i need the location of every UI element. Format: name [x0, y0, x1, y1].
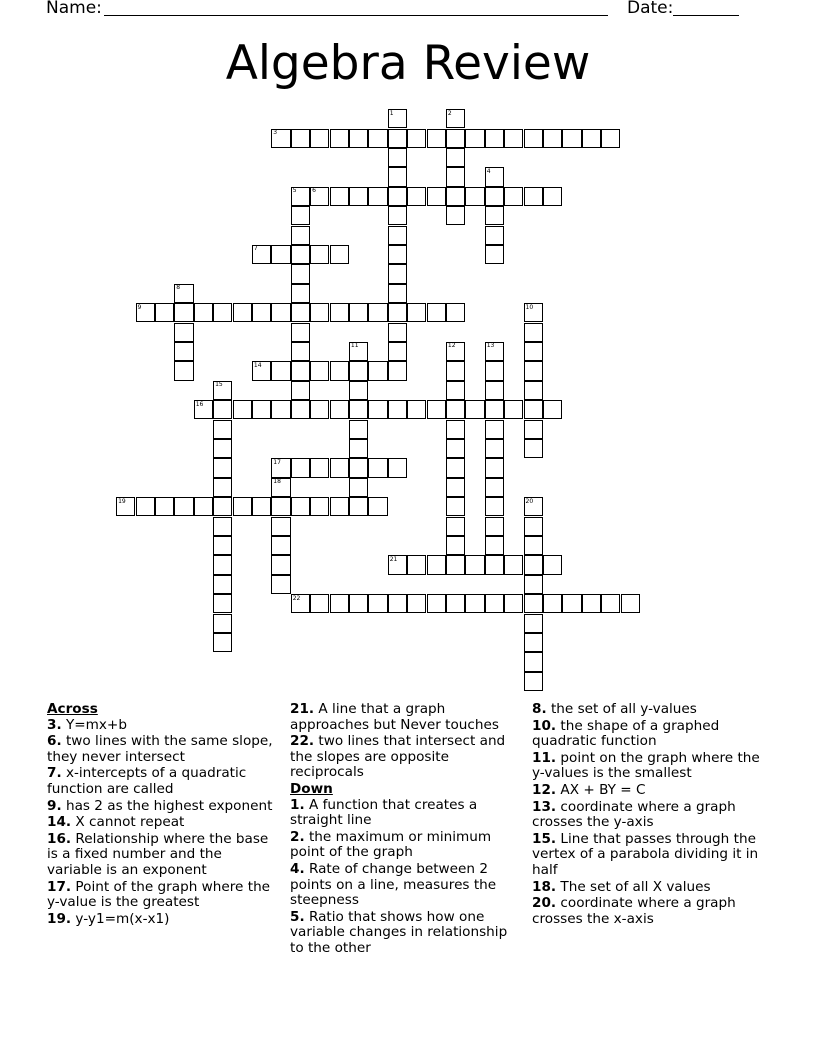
- clue-number: 18: [273, 478, 281, 486]
- clue-number-label: 14.: [47, 814, 72, 831]
- clue-number-label: 19.: [47, 910, 72, 927]
- grid-cell[interactable]: [446, 555, 465, 574]
- grid-cell[interactable]: [349, 303, 368, 322]
- grid-cell[interactable]: [136, 497, 155, 516]
- grid-cell[interactable]: [291, 361, 310, 380]
- grid-cell[interactable]: [213, 420, 232, 439]
- grid-cell[interactable]: [524, 555, 543, 574]
- grid-cell[interactable]: [213, 439, 232, 458]
- grid-cell[interactable]: [388, 206, 407, 225]
- clue-item: [47, 912, 275, 928]
- grid-cell[interactable]: [427, 594, 446, 613]
- grid-cell[interactable]: [543, 187, 562, 206]
- clue-item: [532, 719, 772, 750]
- grid-cell[interactable]: [407, 555, 426, 574]
- grid-cell[interactable]: [349, 400, 368, 419]
- grid-cell[interactable]: [446, 129, 465, 148]
- name-label: Name:: [46, 0, 102, 18]
- grid-cell[interactable]: [485, 187, 504, 206]
- grid-cell[interactable]: [621, 594, 640, 613]
- grid-cell[interactable]: [485, 497, 504, 516]
- grid-cell[interactable]: [485, 381, 504, 400]
- clue-number: 19: [118, 497, 126, 505]
- grid-cell[interactable]: [291, 323, 310, 342]
- grid-cell[interactable]: [427, 303, 446, 322]
- grid-cell[interactable]: [291, 303, 310, 322]
- clue-item: [532, 800, 772, 831]
- grid-cell[interactable]: [465, 555, 484, 574]
- clue-number-label: 4.: [290, 860, 305, 877]
- grid-cell[interactable]: [543, 555, 562, 574]
- clue-text: the maximum or minimum point of the graph: [290, 828, 492, 861]
- grid-cell[interactable]: [330, 361, 349, 380]
- grid-cell[interactable]: [349, 187, 368, 206]
- clue-text: X cannot repeat: [75, 814, 185, 831]
- grid-cell[interactable]: [543, 129, 562, 148]
- clue-number: 3: [273, 129, 278, 136]
- grid-cell[interactable]: [485, 245, 504, 264]
- grid-cell[interactable]: [291, 400, 310, 419]
- grid-cell[interactable]: [446, 594, 465, 613]
- grid-cell[interactable]: [388, 129, 407, 148]
- clue-item: [47, 734, 275, 765]
- clue-number: 13: [486, 342, 495, 350]
- grid-cell[interactable]: [524, 187, 543, 206]
- grid-cell[interactable]: [213, 633, 232, 652]
- grid-cell[interactable]: [291, 342, 310, 361]
- grid-cell[interactable]: [291, 245, 310, 264]
- grid-cell[interactable]: [330, 187, 349, 206]
- clue-text: Y=mx+b: [65, 716, 127, 733]
- grid-cell[interactable]: [310, 458, 329, 477]
- grid-cell[interactable]: [271, 555, 290, 574]
- clue-item: [47, 718, 275, 734]
- grid-cell[interactable]: [465, 129, 484, 148]
- grid-cell[interactable]: [330, 303, 349, 322]
- grid-cell[interactable]: [213, 303, 232, 322]
- clue-number: 14: [253, 361, 262, 369]
- clue-number: 10: [525, 303, 534, 311]
- grid-cell[interactable]: [213, 594, 232, 613]
- grid-cell[interactable]: [291, 264, 310, 283]
- clue-item: [290, 702, 518, 733]
- grid-cell[interactable]: [485, 478, 504, 497]
- grid-cell[interactable]: [446, 206, 465, 225]
- grid-cell[interactable]: [291, 226, 310, 245]
- grid-cell[interactable]: [524, 517, 543, 536]
- clue-item: [532, 702, 772, 718]
- clue-number-label: 21.: [290, 701, 315, 717]
- grid-cell[interactable]: [310, 361, 329, 380]
- grid-cell[interactable]: [504, 594, 523, 613]
- grid-cell[interactable]: [213, 517, 232, 536]
- clue-item: [290, 910, 518, 957]
- grid-cell[interactable]: [388, 400, 407, 419]
- clue-number: 9: [137, 303, 142, 311]
- grid-cell[interactable]: [368, 400, 387, 419]
- grid-cell[interactable]: [310, 129, 329, 148]
- clue-number-label: 6.: [47, 733, 62, 750]
- grid-cell[interactable]: [524, 361, 543, 380]
- clue-number-label: 15.: [532, 830, 557, 847]
- grid-cell[interactable]: [349, 594, 368, 613]
- grid-cell[interactable]: [524, 400, 543, 419]
- clue-number-label: 8.: [532, 701, 547, 717]
- clue-number-label: 12.: [532, 781, 557, 798]
- clue-text: Ratio that shows how one variable changes in relationship to the other: [290, 908, 508, 956]
- grid-cell[interactable]: [446, 497, 465, 516]
- grid-cell[interactable]: [485, 400, 504, 419]
- grid-cell[interactable]: [446, 420, 465, 439]
- grid-cell[interactable]: [291, 458, 310, 477]
- grid-cell[interactable]: [446, 400, 465, 419]
- clue-number: 2: [447, 109, 452, 117]
- grid-cell[interactable]: [446, 381, 465, 400]
- grid-cell[interactable]: [271, 245, 290, 264]
- grid-cell[interactable]: [446, 517, 465, 536]
- clue-text: the set of all y-values: [550, 701, 697, 717]
- grid-cell[interactable]: [562, 129, 581, 148]
- grid-cell[interactable]: [465, 594, 484, 613]
- clue-number-label: 17.: [47, 878, 72, 895]
- grid-cell[interactable]: [427, 187, 446, 206]
- grid-cell[interactable]: [155, 497, 174, 516]
- grid-cell[interactable]: [601, 129, 620, 148]
- grid-cell[interactable]: [388, 264, 407, 283]
- grid-cell[interactable]: [349, 420, 368, 439]
- clue-number-label: 20.: [532, 895, 557, 912]
- grid-cell[interactable]: [446, 439, 465, 458]
- grid-cell[interactable]: [213, 575, 232, 594]
- grid-cell[interactable]: [174, 303, 193, 322]
- grid-cell[interactable]: [446, 148, 465, 167]
- grid-cell[interactable]: [233, 497, 252, 516]
- grid-cell[interactable]: [213, 478, 232, 497]
- clue-item: [47, 766, 275, 797]
- clue-item: [47, 832, 275, 879]
- clue-text: AX + BY = C: [560, 781, 646, 798]
- grid-cell[interactable]: [524, 420, 543, 439]
- grid-cell[interactable]: [407, 400, 426, 419]
- clue-text: two lines that intersect and the slopes are opposite reciprocals: [290, 733, 506, 781]
- grid-cell[interactable]: [174, 497, 193, 516]
- grid-cell[interactable]: [330, 458, 349, 477]
- grid-cell[interactable]: [252, 400, 271, 419]
- grid-cell[interactable]: [368, 594, 387, 613]
- clue-number-label: 16.: [47, 830, 72, 847]
- grid-cell[interactable]: [543, 594, 562, 613]
- grid-cell[interactable]: [465, 400, 484, 419]
- grid-cell[interactable]: [582, 129, 601, 148]
- clue-number: 21: [389, 555, 398, 563]
- grid-cell[interactable]: [368, 303, 387, 322]
- grid-cell[interactable]: [368, 361, 387, 380]
- grid-cell[interactable]: [388, 187, 407, 206]
- grid-cell[interactable]: [271, 536, 290, 555]
- grid-cell[interactable]: [427, 555, 446, 574]
- grid-cell[interactable]: [524, 594, 543, 613]
- grid-cell[interactable]: [310, 400, 329, 419]
- clue-number: 1: [389, 109, 394, 117]
- grid-cell[interactable]: [388, 284, 407, 303]
- grid-cell[interactable]: [446, 187, 465, 206]
- clue-item: [532, 783, 772, 799]
- grid-cell[interactable]: [485, 206, 504, 225]
- grid-cell[interactable]: [524, 536, 543, 555]
- clue-item: [290, 830, 518, 861]
- clue-number: 22: [292, 594, 301, 602]
- grid-cell[interactable]: [271, 400, 290, 419]
- grid-cell[interactable]: [504, 187, 523, 206]
- grid-cell[interactable]: [427, 400, 446, 419]
- clue-number-label: 13.: [532, 798, 557, 815]
- grid-cell[interactable]: [330, 497, 349, 516]
- grid-cell[interactable]: [330, 594, 349, 613]
- clue-text: has 2 as the highest exponent: [65, 797, 273, 814]
- clue-column-1: [47, 702, 275, 928]
- clue-number-label: 9.: [47, 797, 62, 814]
- grid-cell[interactable]: [271, 517, 290, 536]
- grid-cell[interactable]: [485, 420, 504, 439]
- grid-cell[interactable]: [446, 167, 465, 186]
- grid-cell[interactable]: [485, 517, 504, 536]
- grid-cell[interactable]: [485, 536, 504, 555]
- grid-cell[interactable]: [368, 129, 387, 148]
- grid-cell[interactable]: [407, 129, 426, 148]
- date-label: Date:: [627, 0, 674, 18]
- clue-text: the shape of a graphed quadratic function: [532, 717, 720, 750]
- clue-text: coordinate where a graph crosses the x-axis: [532, 895, 736, 927]
- grid-cell[interactable]: [504, 555, 523, 574]
- grid-cell[interactable]: [601, 594, 620, 613]
- page-title: Algebra Review: [225, 36, 591, 91]
- grid-cell[interactable]: [271, 497, 290, 516]
- grid-cell[interactable]: [465, 187, 484, 206]
- grid-cell[interactable]: [349, 361, 368, 380]
- clue-text: Rate of change between 2 points on a line, measures the steepness: [290, 860, 497, 909]
- grid-cell[interactable]: [524, 614, 543, 633]
- clue-column-2: [290, 702, 518, 958]
- grid-cell[interactable]: [271, 575, 290, 594]
- grid-cell[interactable]: [524, 129, 543, 148]
- clue-heading: Across: [47, 701, 98, 717]
- grid-cell[interactable]: [213, 555, 232, 574]
- clue-item: [532, 880, 772, 896]
- grid-cell[interactable]: [213, 497, 232, 516]
- grid-cell[interactable]: [524, 672, 543, 691]
- clue-number: 11: [350, 342, 359, 350]
- grid-cell[interactable]: [330, 129, 349, 148]
- grid-cell[interactable]: [407, 303, 426, 322]
- clue-number-label: 5.: [290, 908, 305, 925]
- grid-cell[interactable]: [233, 303, 252, 322]
- grid-cell[interactable]: [368, 458, 387, 477]
- grid-cell[interactable]: [388, 342, 407, 361]
- clue-item: [532, 832, 772, 879]
- grid-cell[interactable]: [291, 497, 310, 516]
- grid-cell[interactable]: [194, 303, 213, 322]
- clue-heading: Down: [290, 780, 333, 797]
- clue-number: 16: [195, 400, 204, 408]
- grid-cell[interactable]: [446, 361, 465, 380]
- grid-cell[interactable]: [485, 555, 504, 574]
- grid-cell[interactable]: [407, 594, 426, 613]
- grid-cell[interactable]: [155, 303, 174, 322]
- grid-cell[interactable]: [582, 594, 601, 613]
- grid-cell[interactable]: [174, 323, 193, 342]
- clue-text: coordinate where a graph crosses the y-axis: [532, 798, 736, 831]
- grid-cell[interactable]: [388, 303, 407, 322]
- grid-cell[interactable]: [310, 594, 329, 613]
- clue-item: [532, 751, 772, 782]
- clue-number: 7: [253, 245, 258, 253]
- clue-text: y-y1=m(x-x1): [75, 910, 170, 927]
- grid-cell[interactable]: [543, 400, 562, 419]
- grid-cell[interactable]: [446, 303, 465, 322]
- grid-cell[interactable]: [330, 400, 349, 419]
- clue-item: [47, 815, 275, 831]
- clue-number-label: 7.: [47, 765, 62, 782]
- clue-column-3: [532, 702, 772, 928]
- clue-item: [47, 799, 275, 815]
- grid-cell[interactable]: [349, 458, 368, 477]
- clue-text: The set of all X values: [560, 878, 711, 895]
- grid-cell[interactable]: [252, 497, 271, 516]
- clue-item: [290, 798, 518, 829]
- grid-cell[interactable]: [407, 187, 426, 206]
- grid-cell[interactable]: [368, 187, 387, 206]
- grid-cell[interactable]: [524, 342, 543, 361]
- grid-cell[interactable]: [271, 303, 290, 322]
- grid-cell[interactable]: [330, 245, 349, 264]
- clue-item: [290, 862, 518, 909]
- clue-text: A function that creates a straight line: [290, 796, 478, 829]
- clue-text: A line that a graph approaches but Never touches: [290, 701, 499, 733]
- grid-cell[interactable]: [291, 381, 310, 400]
- clue-item: [532, 896, 772, 927]
- grid-cell[interactable]: [485, 226, 504, 245]
- clue-number-label: 22.: [290, 733, 315, 750]
- clue-number: 6: [312, 187, 316, 195]
- grid-cell[interactable]: [291, 129, 310, 148]
- clue-number-label: 18.: [532, 878, 557, 895]
- grid-cell[interactable]: [349, 478, 368, 497]
- grid-cell[interactable]: [485, 129, 504, 148]
- grid-cell[interactable]: [446, 458, 465, 477]
- grid-cell[interactable]: [213, 458, 232, 477]
- grid-cell[interactable]: [388, 458, 407, 477]
- grid-cell[interactable]: [194, 497, 213, 516]
- grid-cell[interactable]: [524, 439, 543, 458]
- grid-cell[interactable]: [388, 361, 407, 380]
- clue-number: 8: [176, 284, 181, 292]
- clue-item: [47, 880, 275, 911]
- grid-cell[interactable]: [485, 439, 504, 458]
- grid-cell[interactable]: [213, 614, 232, 633]
- grid-cell[interactable]: [252, 303, 271, 322]
- grid-cell[interactable]: [271, 361, 290, 380]
- grid-cell[interactable]: [349, 497, 368, 516]
- grid-cell[interactable]: [562, 594, 581, 613]
- grid-cell[interactable]: [310, 245, 329, 264]
- grid-cell[interactable]: [485, 361, 504, 380]
- clue-text: point on the graph where the y-values is the smallest: [532, 749, 760, 782]
- grid-cell[interactable]: [388, 167, 407, 186]
- grid-cell[interactable]: [174, 361, 193, 380]
- grid-cell[interactable]: [446, 536, 465, 555]
- grid-cell[interactable]: [233, 400, 252, 419]
- grid-cell[interactable]: [485, 458, 504, 477]
- grid-cell[interactable]: [291, 284, 310, 303]
- grid-cell[interactable]: [388, 148, 407, 167]
- grid-cell[interactable]: [213, 400, 232, 419]
- clue-number: 15: [215, 381, 223, 389]
- grid-cell[interactable]: [388, 245, 407, 264]
- grid-cell[interactable]: [446, 478, 465, 497]
- grid-cell[interactable]: [368, 497, 387, 516]
- grid-cell[interactable]: [310, 497, 329, 516]
- clue-text: Point of the graph where the y-value is the greatest: [47, 878, 271, 911]
- grid-cell[interactable]: [349, 129, 368, 148]
- grid-cell[interactable]: [388, 323, 407, 342]
- clue-text: Line that passes through the vertex of a parabola dividing it in half: [532, 830, 759, 878]
- grid-cell[interactable]: [291, 206, 310, 225]
- grid-cell[interactable]: [524, 381, 543, 400]
- grid-cell[interactable]: [524, 633, 543, 652]
- grid-cell[interactable]: [388, 594, 407, 613]
- clue-number-label: 1.: [290, 796, 305, 813]
- grid-cell[interactable]: [485, 594, 504, 613]
- clue-number-label: 11.: [532, 749, 557, 766]
- clue-number-label: 3.: [47, 716, 62, 733]
- clue-number: 4: [486, 167, 491, 175]
- clue-number: 17: [273, 458, 281, 466]
- grid-cell[interactable]: [174, 342, 193, 361]
- grid-cell[interactable]: [504, 129, 523, 148]
- grid-cell[interactable]: [388, 226, 407, 245]
- grid-cell[interactable]: [524, 652, 543, 671]
- grid-cell[interactable]: [504, 400, 523, 419]
- clue-text: x-intercepts of a quadratic function are called: [47, 765, 247, 797]
- clue-number-label: 10.: [532, 717, 557, 734]
- grid-cell[interactable]: [349, 381, 368, 400]
- grid-cell[interactable]: [213, 536, 232, 555]
- grid-cell[interactable]: [310, 303, 329, 322]
- clue-text: Relationship where the base is a fixed number and the variable is an exponent: [47, 830, 269, 878]
- clue-text: two lines with the same slope, they never intersect: [47, 733, 273, 765]
- clue-number: 5: [292, 187, 297, 195]
- clue-number: 12: [447, 342, 456, 350]
- grid-cell[interactable]: [349, 439, 368, 458]
- clue-number-label: 2.: [290, 828, 305, 845]
- grid-cell[interactable]: [524, 575, 543, 594]
- clue-item: [290, 734, 518, 781]
- grid-cell[interactable]: [427, 129, 446, 148]
- grid-cell[interactable]: [524, 323, 543, 342]
- clue-number: 20: [525, 497, 534, 505]
